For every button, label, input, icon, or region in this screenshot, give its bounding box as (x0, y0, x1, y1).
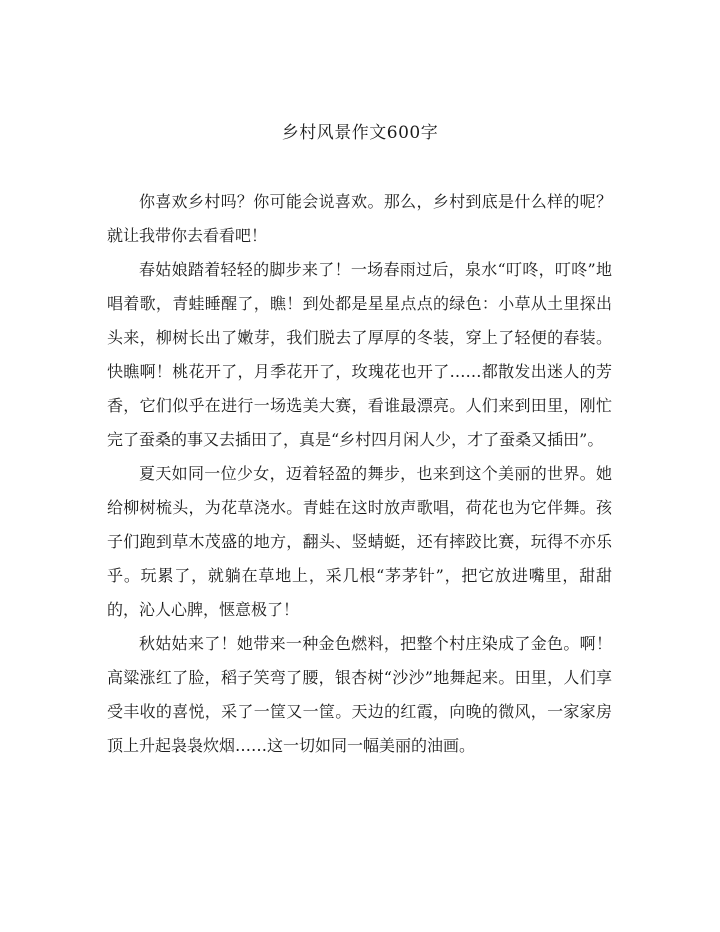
paragraph-4: 秋姑姑来了！她带来一种金色燃料，把整个村庄染成了金色。啊！高粱涨红了脸，稻子笑弯了腰，银杏树“沙沙”地舞起来。田里，人们享受丰收的喜悦，采了一筐又一筐。天边的红霞，向晚的微风，一家家房顶上升起袅袅炊烟……这一切如同一幅美丽的油画。 (107, 634, 612, 755)
document-body (107, 185, 612, 763)
paragraph-3: 夏天如同一位少女，迈着轻盈的舞步，也来到这个美丽的世界。她给柳树梳头，为花草浇水。青蛙在这时放声歌唱，荷花也为它伴舞。孩子们跑到草木茂盛的地方，翻头、竖蜻蜓，还有摔跤比赛，玩得不亦乐乎。玩累了，就躺在草地上，采几根“茅茅针”，把它放进嘴里，甜甜的，沁人心脾，惬意极了！ (107, 464, 612, 619)
paragraph-1: 你喜欢乡村吗？你可能会说喜欢。那么，乡村到底是什么样的呢？就让我带你去看看吧！ (107, 192, 612, 245)
paragraph-2: 春姑娘踏着轻轻的脚步来了！一场春雨过后，泉水“叮咚，叮咚”地唱着歌，青蛙睡醒了，瞧！到处都是星星点点的绿色：小草从土里探出头来，柳树长出了嫩芽，我们脱去了厚厚的冬装，穿上了轻便的春装。快瞧啊！桃花开了，月季花开了，玫瑰花也开了……都散发出迷人的芳香，它们似乎在进行一场选美大赛，看谁最漂亮。人们来到田里，刚忙完了蚕桑的事又去插田了，真是“乡村四月闲人少，才了蚕桑又插田”。 (107, 260, 612, 449)
document-title: 乡村风景作文600字 (281, 123, 439, 143)
